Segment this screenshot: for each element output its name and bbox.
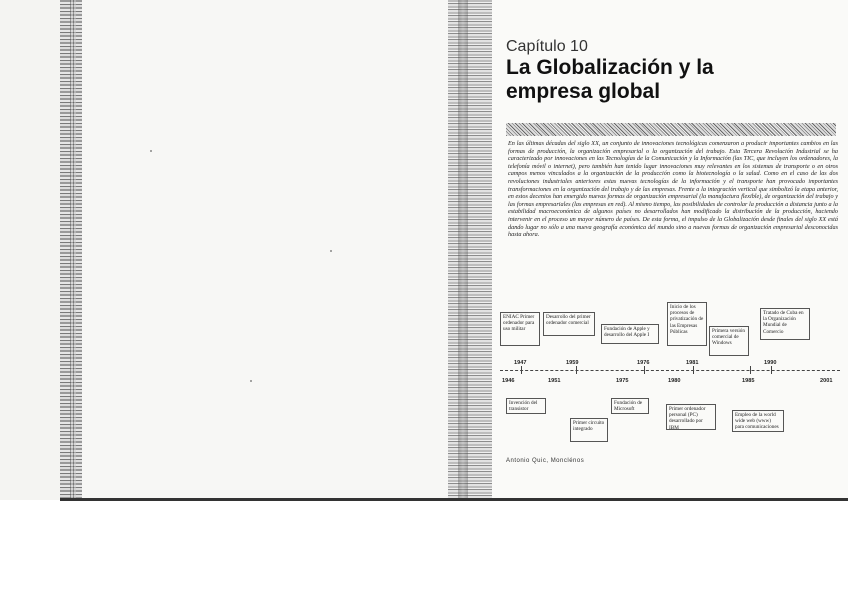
timeline-event-above: ENIAC Primer ordenador para uso militar (500, 312, 540, 346)
timeline-event-below: Primer ordenador personal (PC) desarrollado por IBM (666, 404, 716, 430)
timeline-year: 1981 (686, 360, 699, 366)
timeline-event-below: Invención del transistor (506, 398, 546, 414)
intro-paragraph: En las últimas décadas del siglo XX, un conjunto de innovaciones tecnológicas comenzaron a producir importantes cambios en las formas de producción, la organización empresarial o la organización del trabajo. Esta Tercera Revolución Industrial se ha caracterizado por innovaciones en las Tecnologías de la Comunicación y la Información (las TIC, que incluyen los ordenadores, la telefonía móvil o internet), pero también han tenido lugar innovaciones muy relevantes en los sistemas de transporte o en otros campos menos vinculados a la organización de la producción como la biotecnología o la salud. Como en el caso de las dos revoluciones industriales anteriores estas nuevas tecnologías de la información y el transporte han provocado importantes transformaciones en la organización del trabajo y de las empresas. Frente a la integración vertical que simbolizó la etapa anterior, en estos decenios han emergido nuevas formas de organización empresarial (la manufactura flexible), de organización del trabajo y las formas empresariales (las empresas en red). Al mismo tiempo, las posibilidades de controlar la producción a distancia junto a la estabilidad macroeconómica de algunos países no desarrollados han modificado la distribución de la producción, haciendo intervenir en el proceso un mayor número de países. De esta forma, el impulso de la Globalización desde finales del siglo XX está dando lugar no sólo a una nueva geografía económica del mundo sino a nuevas formas de organización empresarial desconocidas hasta ahora. (508, 140, 838, 239)
timeline-tick (644, 366, 645, 374)
scan-speck (330, 250, 332, 252)
timeline-event-above: Primera versión comercial de Windows (709, 326, 749, 356)
scan-speck (150, 150, 152, 152)
timeline-year: 2001 (820, 378, 833, 384)
timeline-year: 1980 (668, 378, 681, 384)
timeline-year: 1947 (514, 360, 527, 366)
timeline-event-above: Desarrollo del primer ordenador comercial (543, 312, 595, 336)
timeline-event-below: Empleo de la world wide web (www) para comunicaciones (732, 410, 784, 432)
timeline-tick (693, 366, 694, 374)
chapter-title: La Globalización y la empresa global (506, 56, 714, 103)
scan-speck (250, 380, 252, 382)
timeline-event-above: Fundación de Apple y desarrollo del Apple I (601, 324, 659, 344)
timeline-event-above: Inicio de los procesos de privatización de las Empresas Públicas (667, 302, 707, 346)
timeline-tick (576, 366, 577, 374)
timeline-tick (521, 366, 522, 374)
timeline-event-below: Primer circuito integrado (570, 418, 608, 442)
timeline-year: 1959 (566, 360, 579, 366)
timeline-year: 1946 (502, 378, 515, 384)
timeline-year: 1990 (764, 360, 777, 366)
timeline-tick (771, 366, 772, 374)
timeline-year: 1975 (616, 378, 629, 384)
timeline-year: 1951 (548, 378, 561, 384)
timeline-event-below: Fundación de Microsoft (611, 398, 649, 414)
timeline-event-above: Tratado de Cuba en la Organización Mundial de Comercio (760, 308, 810, 340)
timeline-tick (750, 366, 751, 374)
timeline-year: 1976 (637, 360, 650, 366)
chapter-label: Capítulo 10 (506, 38, 588, 55)
timeline-axis (500, 370, 840, 372)
author-credit: Antonio Quic, Monclénos (506, 458, 585, 464)
timeline-year: 1985 (742, 378, 755, 384)
